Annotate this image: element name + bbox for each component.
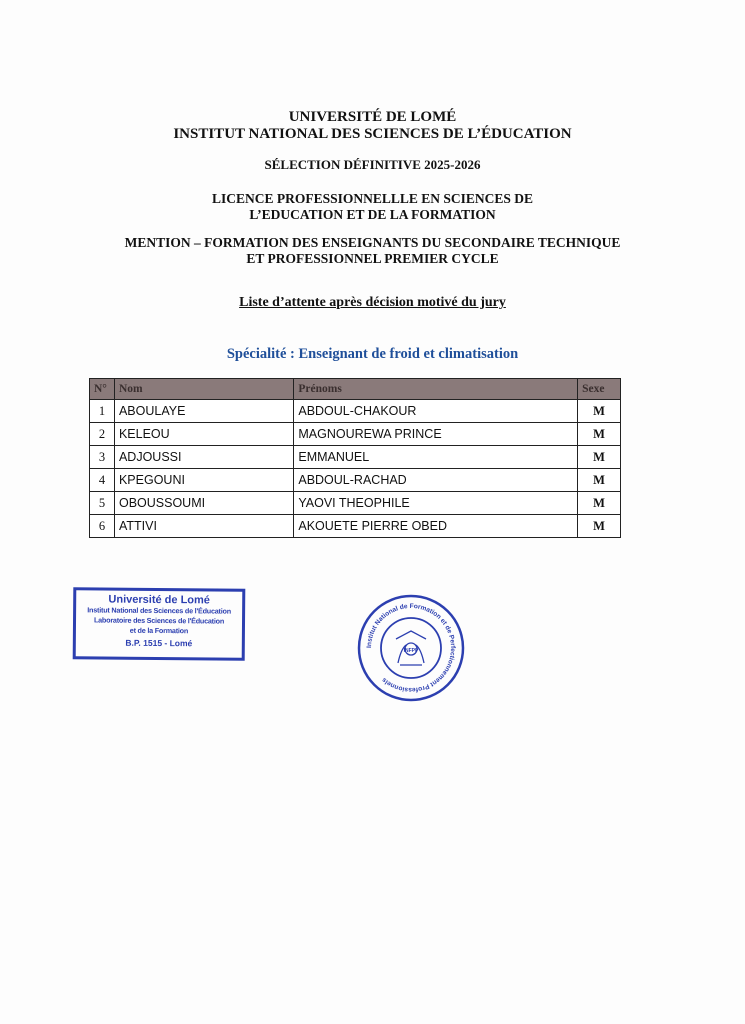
selection-title: SÉLECTION DÉFINITIVE 2025-2026 [264,157,481,172]
seal-center-text: INFPP [403,648,419,654]
table-row [90,423,621,446]
cell-nom: ATTIVI [114,515,293,538]
university-title: UNIVERSITÉ DE LOMÉ [288,109,457,125]
cell-prenoms: YAOVI THEOPHILE [294,492,578,515]
stamp-line-2: Laboratoire des Sciences de l'Éducation [93,615,225,626]
waiting-list-table [89,378,621,538]
cell-nom: ADJOUSSI [114,446,293,469]
mention-line-1: MENTION – FORMATION DES ENSEIGNANTS DU SECONDAIRE TECHNIQUE [124,235,621,250]
university-stamp [73,587,246,660]
cell-prenoms: EMMANUEL [294,446,578,469]
cell-num: 4 [90,469,115,492]
cell-nom: KELEOU [114,423,293,446]
cell-num: 6 [90,515,115,538]
cell-nom: KPEGOUNI [114,469,293,492]
table-row [90,400,621,423]
cell-sexe: M [578,446,621,469]
column-header-nom: Nom [114,379,293,400]
cell-prenoms: ABDOUL-CHAKOUR [294,400,578,423]
stamp-title: Université de Lomé [108,593,210,607]
cell-num: 3 [90,446,115,469]
stamp-bp: B.P. 1515 - Lomé [125,637,193,649]
table-row [90,446,621,469]
stamp-line-1: Institut National des Sciences de l'Éducation [87,605,231,616]
mention-title [0,235,745,267]
column-header-prenoms: Prénoms [294,379,578,400]
table-row [90,469,621,492]
licence-title [0,191,745,223]
table-row [90,492,621,515]
cell-num: 2 [90,423,115,446]
cell-sexe: M [578,400,621,423]
licence-line-2: L’EDUCATION ET DE LA FORMATION [249,207,496,222]
cell-num: 1 [90,400,115,423]
column-header-num: N° [90,379,115,400]
cell-nom: OBOUSSOUMI [114,492,293,515]
cell-prenoms: AKOUETE PIERRE OBED [294,515,578,538]
cell-sexe: M [578,469,621,492]
column-header-sexe: Sexe [578,379,621,400]
cell-sexe: M [578,515,621,538]
licence-line-1: LICENCE PROFESSIONNELLLE EN SCIENCES DE [211,191,534,206]
cell-num: 5 [90,492,115,515]
cell-sexe: M [578,492,621,515]
mention-line-2: ET PROFESSIONNEL PREMIER CYCLE [246,251,499,266]
cell-prenoms: ABDOUL-RACHAD [294,469,578,492]
seal-ring-text: Institut National de Formation et de Perfectionnement Professionnels [365,602,457,694]
table-row [90,515,621,538]
stamp-line-3: et de la Formation [129,625,189,636]
institute-round-seal [356,593,466,703]
cell-prenoms: MAGNOUREWA PRINCE [294,423,578,446]
table-header-row [90,379,621,400]
cell-sexe: M [578,423,621,446]
specialty-title: Spécialité : Enseignant de froid et climatisation [226,346,519,362]
list-title: Liste d’attente après décision motivé du jury [239,295,506,310]
cell-nom: ABOULAYE [114,400,293,423]
institute-title: INSTITUT NATIONAL DES SCIENCES DE L’ÉDUCATION [173,126,572,142]
